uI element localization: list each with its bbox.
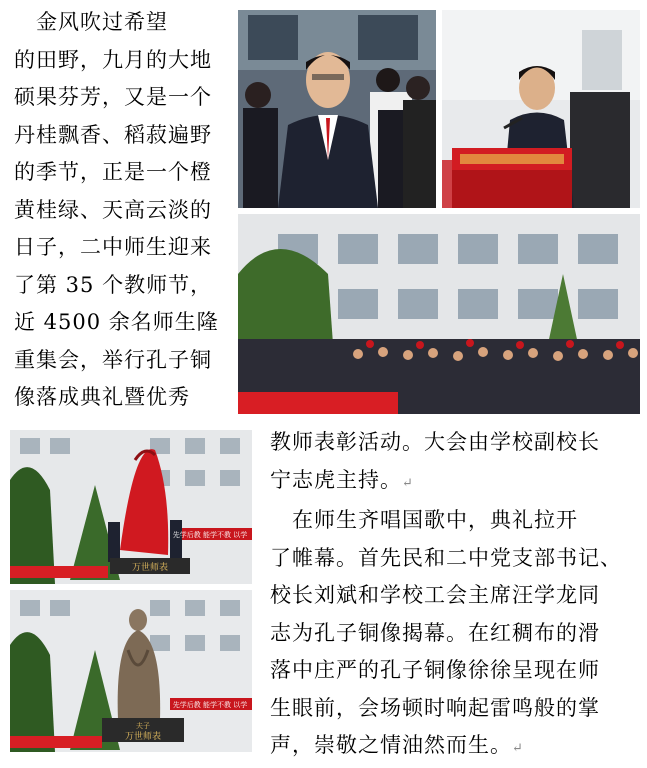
text-line: 黄桂绿、天高云淡的 <box>14 197 212 222</box>
photo-official-standing <box>238 10 436 208</box>
ceremony-paragraph <box>270 424 640 768</box>
plaque-text: 万世师表 <box>131 563 169 573</box>
return-mark: ↵ <box>512 741 524 756</box>
text-line: 生眼前，会场顿时响起雷鸣般的掌 <box>270 695 600 720</box>
photo-speaker-podium <box>442 10 640 208</box>
text-line: 硕果芬芳，又是一个 <box>14 85 212 109</box>
text-line: 金风吹过希望 <box>14 10 168 34</box>
text-line: 在师生齐唱国歌中，典礼拉开 <box>270 508 578 532</box>
banner-text: 先学后教 能学不教 以学 <box>172 701 248 709</box>
text-line: 的季节，正是一个橙 <box>14 160 212 184</box>
text-line: 校长刘斌和学校工会主席汪学龙同 <box>270 583 600 607</box>
text-line: 日子，二中师生迎来 <box>14 235 212 259</box>
plaque-text: 万世师表 <box>124 732 162 742</box>
text-line: 的田野，九月的大地 <box>14 47 212 72</box>
photo-statue-unveiling <box>10 430 252 584</box>
text-line: 像落成典礼暨优秀 <box>14 385 190 409</box>
text-line: 丹桂飘香、稻菽遍野 <box>14 122 212 147</box>
text-line: 了帷幕。首先民和二中党支部书记、 <box>270 545 622 570</box>
plaque-top-text: 夫子 <box>136 722 150 730</box>
photo-confucius-statue <box>10 590 252 752</box>
text-line: 落中庄严的孔子铜像徐徐呈现在师 <box>270 658 600 682</box>
banner-text: 先学后教 能学不教 以学 <box>172 531 248 539</box>
text-line: 宁志虎主持。↵ <box>270 467 414 492</box>
text-line: 重集会，举行孔子铜 <box>14 347 212 372</box>
text-line: 近 4500 余名师生隆 <box>14 310 219 334</box>
intro-paragraph <box>14 4 232 417</box>
text-line: 了第 35 个教师节， <box>14 272 213 297</box>
text-line: 教师表彰活动。大会由学校副校长 <box>270 430 600 454</box>
text-line: 声，崇敬之情油然而生。↵ <box>270 733 524 757</box>
return-mark: ↵ <box>402 475 414 491</box>
photo-assembly-crowd <box>238 214 640 414</box>
text-line: 志为孔子铜像揭幕。在红稠布的滑 <box>270 620 600 645</box>
